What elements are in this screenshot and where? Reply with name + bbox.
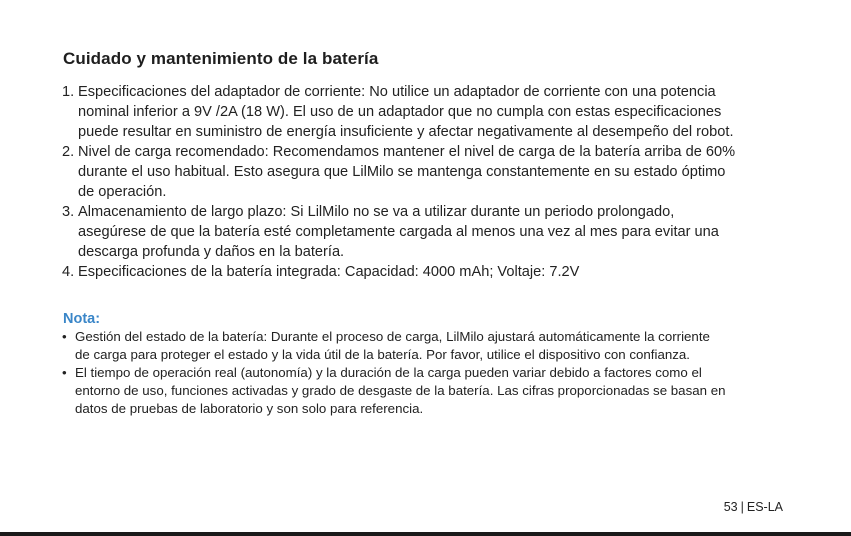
page-number: 53 — [723, 500, 738, 514]
spec-item-line: Almacenamiento de largo plazo: Si LilMilo no se va a utilizar durante un periodo prolongado, — [78, 204, 675, 220]
spec-item-line: Nivel de carga recomendado: Recomendamos mantener el nivel de carga de la batería arriba de 60% — [78, 144, 736, 160]
bottom-rule — [0, 532, 851, 536]
note-item-line: de carga para proteger el estado y la vida útil de la batería. Por favor, utilice el dispositivo con confianza. — [75, 347, 690, 362]
note-list — [62, 328, 802, 418]
note-item-1 — [62, 328, 802, 364]
note-heading: Nota: — [63, 311, 101, 327]
spec-item-line: durante el uso habitual. Esto asegura que LilMilo se mantenga constantemente en su estado óptimo — [78, 164, 726, 180]
page-footer — [724, 500, 783, 514]
spec-item-line: de operación. — [78, 184, 167, 200]
spec-item-2 — [62, 142, 802, 202]
spec-item-line: Especificaciones de la batería integrada: Capacidad: 4000 mAh; Voltaje: 7.2V — [78, 264, 580, 280]
spec-item-line: Especificaciones del adaptador de corriente: No utilice un adaptador de corriente con una potencia — [78, 84, 716, 100]
bullet-icon: • — [62, 329, 67, 344]
note-item-line: entorno de uso, funciones activadas y grado de desgaste de la batería. Las cifras proporcionadas se basan en — [75, 383, 726, 398]
spec-item-line: nominal inferior a 9V /2A (18 W). El uso de un adaptador que no cumpla con estas especificaciones — [78, 104, 722, 120]
spec-item-line: asegúrese de que la batería esté completamente cargada al menos una vez al mes para evitar una — [78, 224, 719, 240]
spec-item-1 — [62, 82, 802, 142]
spec-item-number: 2. — [62, 144, 75, 160]
spec-item-4 — [62, 262, 802, 282]
spec-item-line: puede resultar en suministro de energía insuficiente y afectar negativamente al desempeño del robot. — [78, 124, 734, 140]
note-item-line: Gestión del estado de la batería: Durante el proceso de carga, LilMilo ajustará automáticamente la corriente — [75, 329, 710, 344]
note-item-2 — [62, 364, 802, 418]
spec-item-number: 4. — [62, 264, 75, 280]
spec-item-number: 3. — [62, 204, 75, 220]
spec-item-3 — [62, 202, 802, 262]
page-title: Cuidado y mantenimiento de la batería — [63, 49, 379, 68]
note-item-line: El tiempo de operación real (autonomía) y la duración de la carga pueden variar debido a factores como el — [75, 365, 702, 380]
spec-item-number: 1. — [62, 84, 75, 100]
note-item-line: datos de pruebas de laboratorio y son solo para referencia. — [75, 401, 424, 416]
battery-spec-list — [62, 82, 802, 282]
bullet-icon: • — [62, 365, 67, 380]
spec-item-line: descarga profunda y daños en la batería. — [78, 244, 345, 260]
footer-separator: | — [740, 500, 744, 514]
locale-label: ES-LA — [746, 500, 783, 514]
